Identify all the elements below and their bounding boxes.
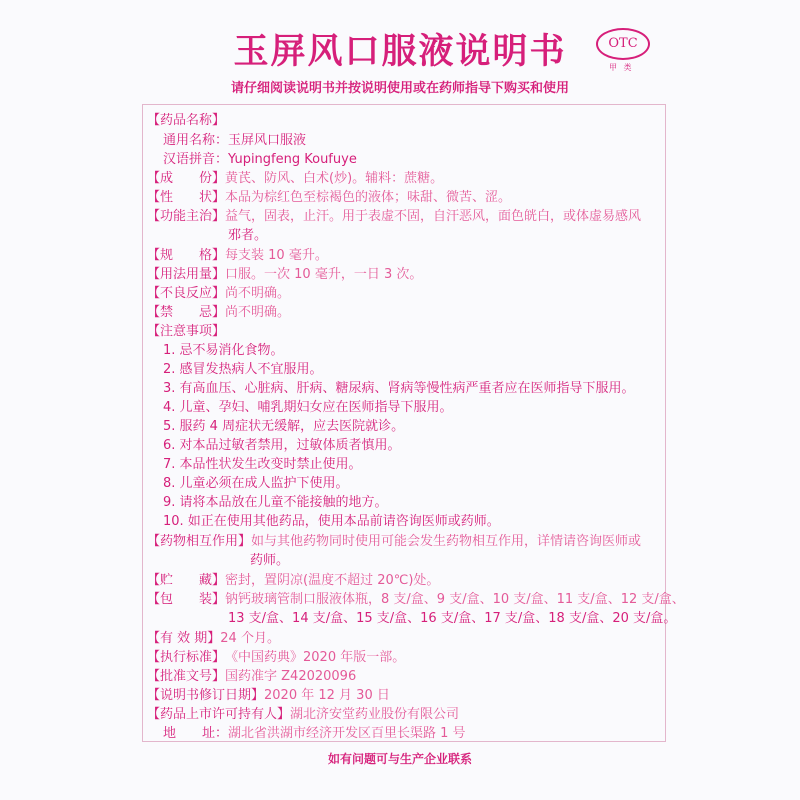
drug-name-row xyxy=(147,111,225,131)
holder-address-value: 湖北省洪湖市经济开发区百里长渠路 1 号 xyxy=(228,726,466,741)
validity-value: 24 个月。 xyxy=(220,631,280,646)
holder-address-row xyxy=(163,724,466,744)
package-label: 【包 装】 xyxy=(147,592,226,607)
holder-value: 湖北济安堂药业股份有限公司 xyxy=(290,707,460,722)
approval-row xyxy=(147,667,356,687)
description-label: 【性 状】 xyxy=(147,190,226,205)
indications-cont: 邪者。 xyxy=(228,228,268,243)
precaution-item: 7. 本品性状发生改变时禁止使用。 xyxy=(163,457,362,472)
otc-class-label: 甲 类 xyxy=(609,63,634,72)
precaution-item: 3. 有高血压、心脏病、肝病、糖尿病、肾病等慢性病严重者应在医师指导下服用。 xyxy=(163,381,635,396)
precaution-item: 9. 请将本品放在儿童不能接触的地方。 xyxy=(163,495,388,510)
precaution-item: 5. 服药 4 周症状无缓解，应去医院就诊。 xyxy=(163,419,405,434)
pinyin-name: 汉语拼音：Yupingfeng Koufuye xyxy=(163,152,357,167)
standard-row xyxy=(147,648,405,668)
usage-value: 口服。一次 10 毫升，一日 3 次。 xyxy=(225,267,423,282)
storage-row xyxy=(147,571,439,591)
composition-value: 黄芪、防风、白术(炒)。辅料：蔗糖。 xyxy=(225,171,444,186)
interaction-cont: 药师。 xyxy=(250,553,290,568)
adverse-value: 尚不明确。 xyxy=(225,286,291,301)
storage-value: 密封，置阴凉(温度不超过 20℃)处。 xyxy=(225,573,440,588)
approval-value: 国药准字 Z42020096 xyxy=(225,669,357,684)
spec-label: 【规 格】 xyxy=(147,248,226,263)
composition-row xyxy=(147,169,443,189)
precaution-item: 8. 儿童必须在成人监护下使用。 xyxy=(163,476,349,491)
contra-row xyxy=(147,303,290,323)
page-title: 玉屏风口服液说明书 xyxy=(233,32,567,72)
spec-row xyxy=(147,246,328,266)
precautions-row xyxy=(147,322,225,342)
revision-row xyxy=(147,686,390,706)
standard-value: 《中国药典》2020 年版一部。 xyxy=(225,650,406,665)
footer-contact-note: 如有问题可与生产企业联系 xyxy=(327,752,472,766)
composition-label: 【成 份】 xyxy=(147,171,226,186)
precaution-item: 1. 忌不易消化食物。 xyxy=(163,343,284,358)
validity-label: 【有 效 期】 xyxy=(147,631,221,646)
precaution-item: 2. 感冒发热病人不宜服用。 xyxy=(163,362,323,377)
contra-label: 【禁 忌】 xyxy=(147,305,226,320)
indications-row xyxy=(147,207,641,227)
package-value: 钠钙玻璃管制口服液体瓶，8 支/盒、9 支/盒、10 支/盒、11 支/盒、12 支/盒、 xyxy=(225,592,685,607)
adverse-label: 【不良反应】 xyxy=(147,286,226,301)
precaution-item: 6. 对本品过敏者禁用，过敏体质者慎用。 xyxy=(163,438,401,453)
precaution-item: 10. 如正在使用其他药品，使用本品前请咨询医师或药师。 xyxy=(163,514,500,529)
indications-value: 益气，固表，止汗。用于表虚不固，自汗恶风，面色㿠白，或体虚易感风 xyxy=(225,209,642,224)
otc-badge: OTC xyxy=(596,28,650,60)
description-row xyxy=(147,188,511,208)
revision-label: 【说明书修订日期】 xyxy=(147,688,265,703)
interaction-label: 【药物相互作用】 xyxy=(147,534,252,549)
contra-value: 尚不明确。 xyxy=(225,305,291,320)
standard-label: 【执行标准】 xyxy=(147,650,226,665)
page-subtitle: 请仔细阅读说明书并按说明使用或在药师指导下购买和使用 xyxy=(230,81,569,96)
storage-label: 【贮 藏】 xyxy=(147,573,226,588)
drug-name-label: 【药品名称】 xyxy=(147,113,226,128)
adverse-row xyxy=(147,284,290,304)
description-value: 本品为棕红色至棕褐色的液体；味甜、微苦、涩。 xyxy=(225,190,512,205)
indications-label: 【功能主治】 xyxy=(147,209,226,224)
precautions-label: 【注意事项】 xyxy=(147,324,226,339)
holder-address-label: 地 址： xyxy=(163,726,229,741)
precaution-item: 4. 儿童、孕妇、哺乳期妇女应在医师指导下服用。 xyxy=(163,400,453,415)
package-row xyxy=(147,590,685,610)
validity-row xyxy=(147,629,280,649)
interaction-value: 如与其他药物同时使用可能会发生药物相互作用，详情请咨询医师或 xyxy=(251,534,642,549)
holder-row xyxy=(147,705,459,725)
interaction-row xyxy=(147,532,641,552)
usage-label: 【用法用量】 xyxy=(147,267,226,282)
holder-label: 【药品上市许可持有人】 xyxy=(147,707,291,722)
approval-label: 【批准文号】 xyxy=(147,669,226,684)
revision-value: 2020 年 12 月 30 日 xyxy=(264,688,390,703)
package-cont: 13 支/盒、14 支/盒、15 支/盒、16 支/盒、17 支/盒、18 支/盒、20 支/盒。 xyxy=(228,611,677,626)
usage-row xyxy=(147,265,422,285)
generic-name: 通用名称：玉屏风口服液 xyxy=(163,133,307,148)
spec-value: 每支装 10 毫升。 xyxy=(225,248,328,263)
